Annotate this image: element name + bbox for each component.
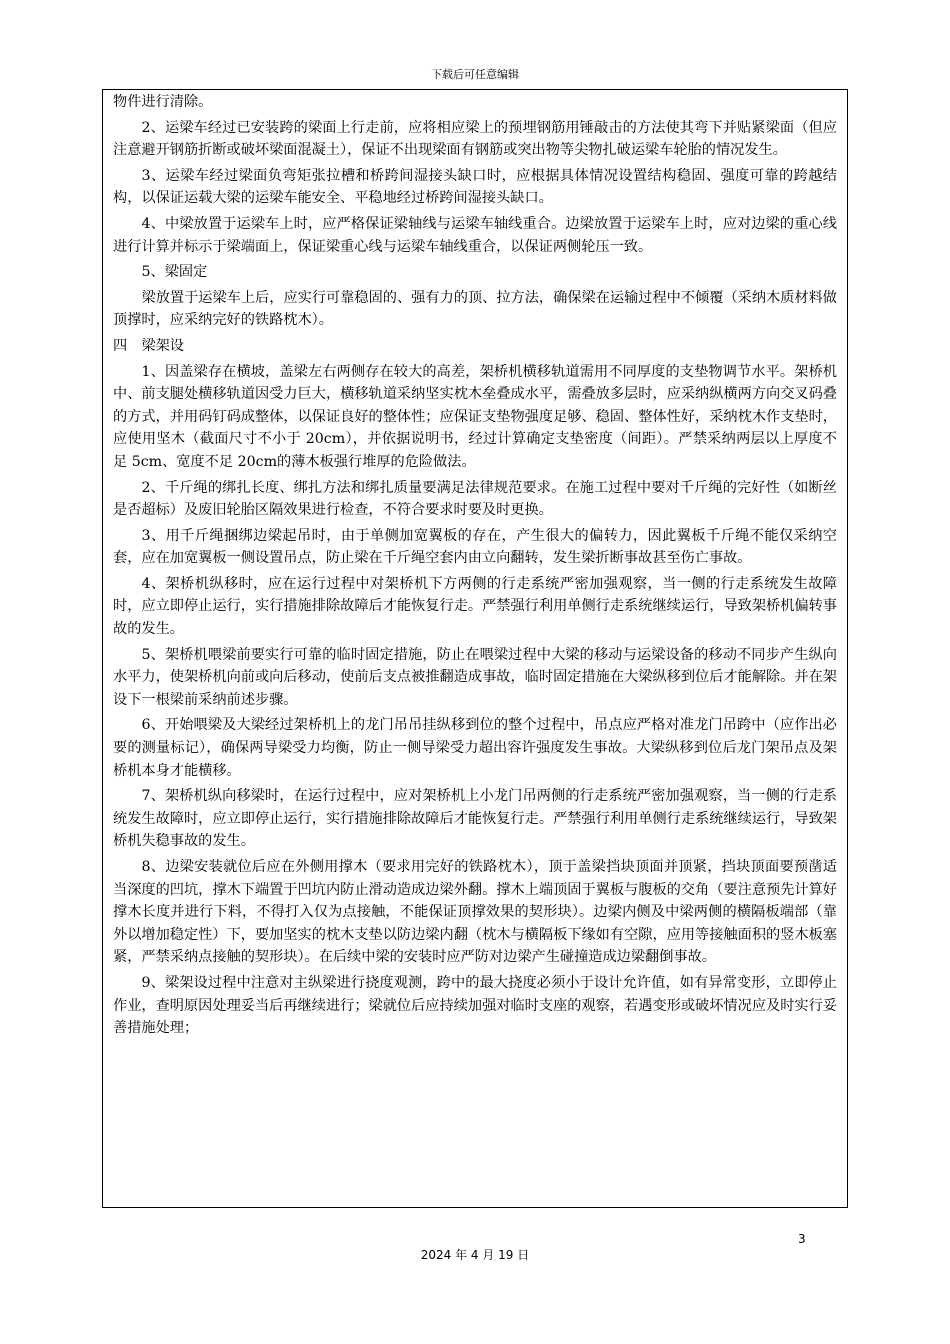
paragraph: 物件进行清除。 [113, 94, 213, 110]
paragraph: 梁放置于运梁车上后，应实行可靠稳固的、强有力的顶、拉方法，确保梁在运输过程中不倾覆（采纳木质材料做顶撑时，应采纳完好的铁路枕木）。 [113, 289, 837, 329]
footer-date: 2024 年 4 月 19 日 [420, 1248, 530, 1262]
paragraph: 3、用千斤绳捆绑边梁起吊时，由于单侧加宽翼板的存在，产生很大的偏转力，因此翼板千斤绳不能仅采纳空套，应在加宽翼板一侧设置吊点，防止梁在千斤绳空套内由立向翻转，发生梁折断事故甚至伤亡事故。 [113, 527, 837, 567]
paragraph: 7、架桥机纵向移梁时，在运行过程中，应对架桥机上小龙门吊两侧的行走系统严密加强观察，当一侧的行走系统发生故障时，应立即停止运行，实行措施排除故障后才能恢复行走。严禁强行利用单侧行走系统继续运行，导致架桥机失稳事故的发生。 [113, 788, 837, 850]
paragraph: 8、边梁安装就位后应在外侧用撑木（要求用完好的铁路枕木），顶于盖梁挡块顶面并顶紧，挡块顶面要预凿适当深度的凹坑，撑木下端置于凹坑内防止滑动造成边梁外翻。撑木上端顶固于翼板与腹板的交角（要注意预先计算好撑木长度并进行下料，不得打入仅为点接触，不能保证顶撑效果的契形块）。边梁内侧及中梁两侧的横隔板端部（靠外以增加稳定性）下，要加坚实的枕木支垫以防边梁内翻（枕木与横隔板下缘如有空隙，应用等接触面积的竖木板塞紧，严禁采纳点接触的契形块）。在后续中梁的安装时应严防对边梁产生碰撞造成边梁翻倒事故。 [113, 859, 837, 966]
paragraph: 9、梁架设过程中注意对主纵梁进行挠度观测，跨中的最大挠度必须小于设计允许值，如有异常变形，立即停止作业，查明原因处理妥当后再继续进行；梁就位后应持续加强对临时支座的观察，若遇变形或破坏情况应及时实行妥善措施处理； [113, 974, 837, 1037]
paragraph: 5、架桥机喂梁前要实行可靠的临时固定措施，防止在喂梁过程中大梁的移动与运梁设备的移动不同步产生纵向水平力，使架桥机向前或向后移动，使前后支点被推翻造成事故，临时固定措施在大梁纵移到位后才能解除。并在架设下一根梁前采纳前述步骤。 [113, 646, 837, 708]
paragraph: 5、梁固定 [141, 264, 208, 281]
content-box [102, 89, 848, 1208]
paragraph: 6、开始喂梁及大梁经过架桥机上的龙门吊吊挂纵移到位的整个过程中，吊点应严格对准龙门吊跨中（应作出必要的测量标记），确保两导梁受力均衡，防止一侧导梁受力超出容许强度发生事故。大梁纵移到位后龙门架吊点及架桥机本身才能横移。 [113, 717, 837, 779]
paragraph: 2、千斤绳的绑扎长度、绑扎方法和绑扎质量要满足法律规范要求。在施工过程中要对千斤绳的完好性（如断丝是否超标）及废旧轮胎区隔效果进行检查，不符合要求时要及时更换。 [113, 479, 837, 519]
paragraph: 4、中梁放置于运梁车上时，应严格保证梁轴线与运梁车轴线重合。边梁放置于运梁车上时，应对边梁的重心线进行计算并标示于梁端面上，保证梁重心线与运梁车轴线重合，以保证两侧轮压一致。 [113, 215, 837, 255]
paragraph: 3、运梁车经过梁面负弯矩张拉槽和桥跨间湿接头缺口时，应根据具体情况设置结构稳固、强度可靠的跨越结构，以保证运载大梁的运梁车能安全、平稳地经过桥跨间湿接头缺口。 [113, 167, 837, 207]
paragraph: 2、运梁车经过已安装跨的梁面上行走前，应将相应梁上的预埋钢筋用锤敲击的方法使其弯下并贴紧梁面（但应注意避开钢筋折断或破坏梁面混凝土），保证不出现梁面有钢筋或突出物等尖物扎破运梁车轮胎的情况发生。 [113, 119, 837, 159]
paragraph: 1、因盖梁存在横坡，盖梁左右两侧存在较大的高差，架桥机横移轨道需用不同厚度的支垫物调节水平。架桥机中、前支腿处横移轨道因受力巨大，横移轨道采纳坚实枕木垒叠成水平，需叠放多层时，应采纳纵横两方向交叉码叠的方式，并用码钉码成整体，以保证良好的整体性；应保证支垫物强度足够、稳固、整体性好，采纳枕木作支垫时，应使用坚木（截面尺寸不小于 20cm），并依据说明书，经过计算确定支垫密度（间距）。严禁采纳两层以上厚度不足 5cm、宽度不足 20cm的薄木板强行堆厚的危险做法。 [113, 363, 837, 470]
paragraph: 4、架桥机纵移时，应在运行过程中对架桥机下方两侧的行走系统严密加强观察，当一侧的行走系统发生故障时，应立即停止运行，实行措施排除故障后才能恢复行走。严禁强行利用单侧行走系统继续运行，导致架桥机偏转事故的发生。 [113, 575, 837, 638]
page-number: 3 [798, 1232, 806, 1246]
page-header: 下载后可任意编辑 [431, 68, 519, 81]
section-heading: 四 梁架设 [113, 337, 184, 354]
